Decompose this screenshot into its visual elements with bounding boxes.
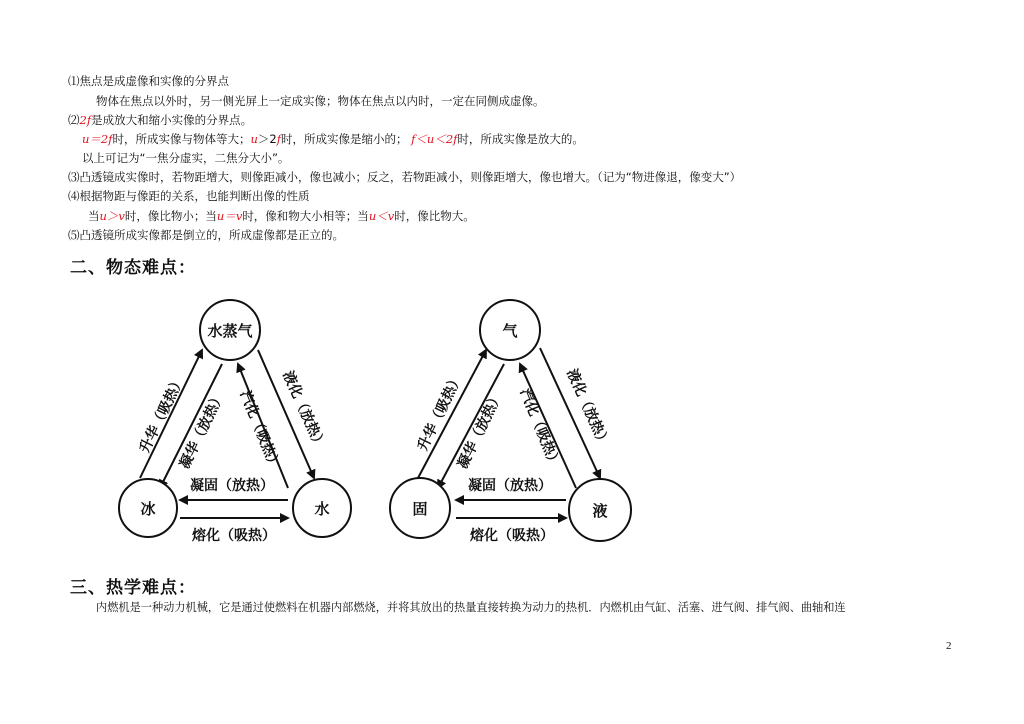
optics-u: u [250, 132, 258, 146]
optics-line-4 [82, 132, 584, 146]
optics-u-lt-v: u＜v [368, 209, 395, 223]
optics-line-8-text-1: 当 [88, 209, 100, 223]
optics-f: f [276, 132, 281, 146]
optics-line-3 [68, 113, 252, 127]
optics-line-8-text-2: 时，像比物小；当 [124, 209, 217, 223]
node-solid: 固 [412, 500, 428, 518]
optics-line-3-num: ⑵ [68, 113, 80, 127]
optics-u-eq-v: u＝v [216, 209, 243, 223]
label-vaporization: 汽化（吸热） [516, 386, 563, 471]
label-vaporization: 汽化（吸热） [236, 388, 283, 473]
node-ice: 冰 [140, 500, 156, 518]
phase-diagram-water [110, 292, 360, 554]
optics-u-eq-2f: u＝2f [82, 132, 113, 146]
phase-diagram-generic [382, 292, 642, 554]
label-solidification: 凝固（放热） [468, 478, 552, 494]
section-3-heading: 三、热学难点： [70, 578, 196, 598]
optics-2f: 2f [79, 113, 92, 127]
label-desublimation: 凝华（放热） [454, 388, 507, 472]
section-2-heading: 二、物态难点： [70, 258, 196, 278]
optics-line-5: 以上可记为“一焦分虚实，二焦分大小”。 [82, 151, 290, 165]
node-liquid: 液 [592, 502, 608, 520]
optics-gt-2: ＞2 [257, 132, 277, 146]
optics-line-7: ⑷根据物距与像距的关系，也能判断出像的性质 [68, 189, 310, 203]
label-sublimation: 升华（吸热） [136, 372, 189, 456]
sublimation-arrow [418, 350, 486, 478]
label-sublimation: 升华（吸热） [414, 370, 467, 454]
optics-line-2: 物体在焦点以外时，另一侧光屏上一定成实像；物体在焦点以内时，一定在同侧成虚像。 [96, 94, 545, 108]
optics-line-3-text: 是成放大和缩小实像的分界点。 [91, 113, 253, 127]
label-liquefaction: 液化（放热） [279, 368, 329, 452]
node-gas: 气 [502, 322, 518, 340]
label-liquefaction: 液化（放热） [563, 366, 613, 450]
optics-line-1: ⑴焦点是成虚像和实像的分界点 [68, 74, 229, 88]
optics-line-4-text-1: 时，所成实像与物体等大； [112, 132, 251, 146]
optics-line-8-text-4: 时，像比物大。 [394, 209, 475, 223]
label-desublimation: 凝华（放热） [176, 388, 229, 472]
label-melting: 熔化（吸热） [470, 528, 554, 544]
section-3-body: 内燃机是一种动力机械，它是通过使燃料在机器内部燃烧，并将其放出的热量直接转换为动力的热机．内燃机由气缸、活塞、进气阀、排气阀、曲轴和连 [96, 601, 846, 614]
optics-line-4-text-3: 时，所成实像是放大的。 [457, 132, 584, 146]
node-water: 水 [314, 500, 330, 518]
optics-line-8-text-3: 时，像和物大小相等；当 [242, 209, 369, 223]
optics-f-lt-u-lt-2f: f＜u＜2f [411, 132, 458, 146]
label-melting: 熔化（吸热） [192, 528, 276, 544]
optics-u-gt-v: u＞v [99, 209, 125, 223]
optics-line-9: ⑸凸透镜所成实像都是倒立的，所成虚像都是正立的。 [68, 228, 344, 242]
page-number: 2 [946, 640, 952, 652]
optics-line-8 [88, 209, 475, 223]
node-vapor: 水蒸气 [207, 322, 253, 340]
optics-line-6: ⑶凸透镜成实像时，若物距增大，则像距减小，像也减小；反之，若物距减小，则像距增大，像也增大。（记为“物进像退，像变大”） [68, 170, 742, 184]
label-solidification: 凝固（放热） [190, 478, 274, 494]
optics-line-4-text-2: 时，所成实像是缩小的； [281, 132, 408, 146]
